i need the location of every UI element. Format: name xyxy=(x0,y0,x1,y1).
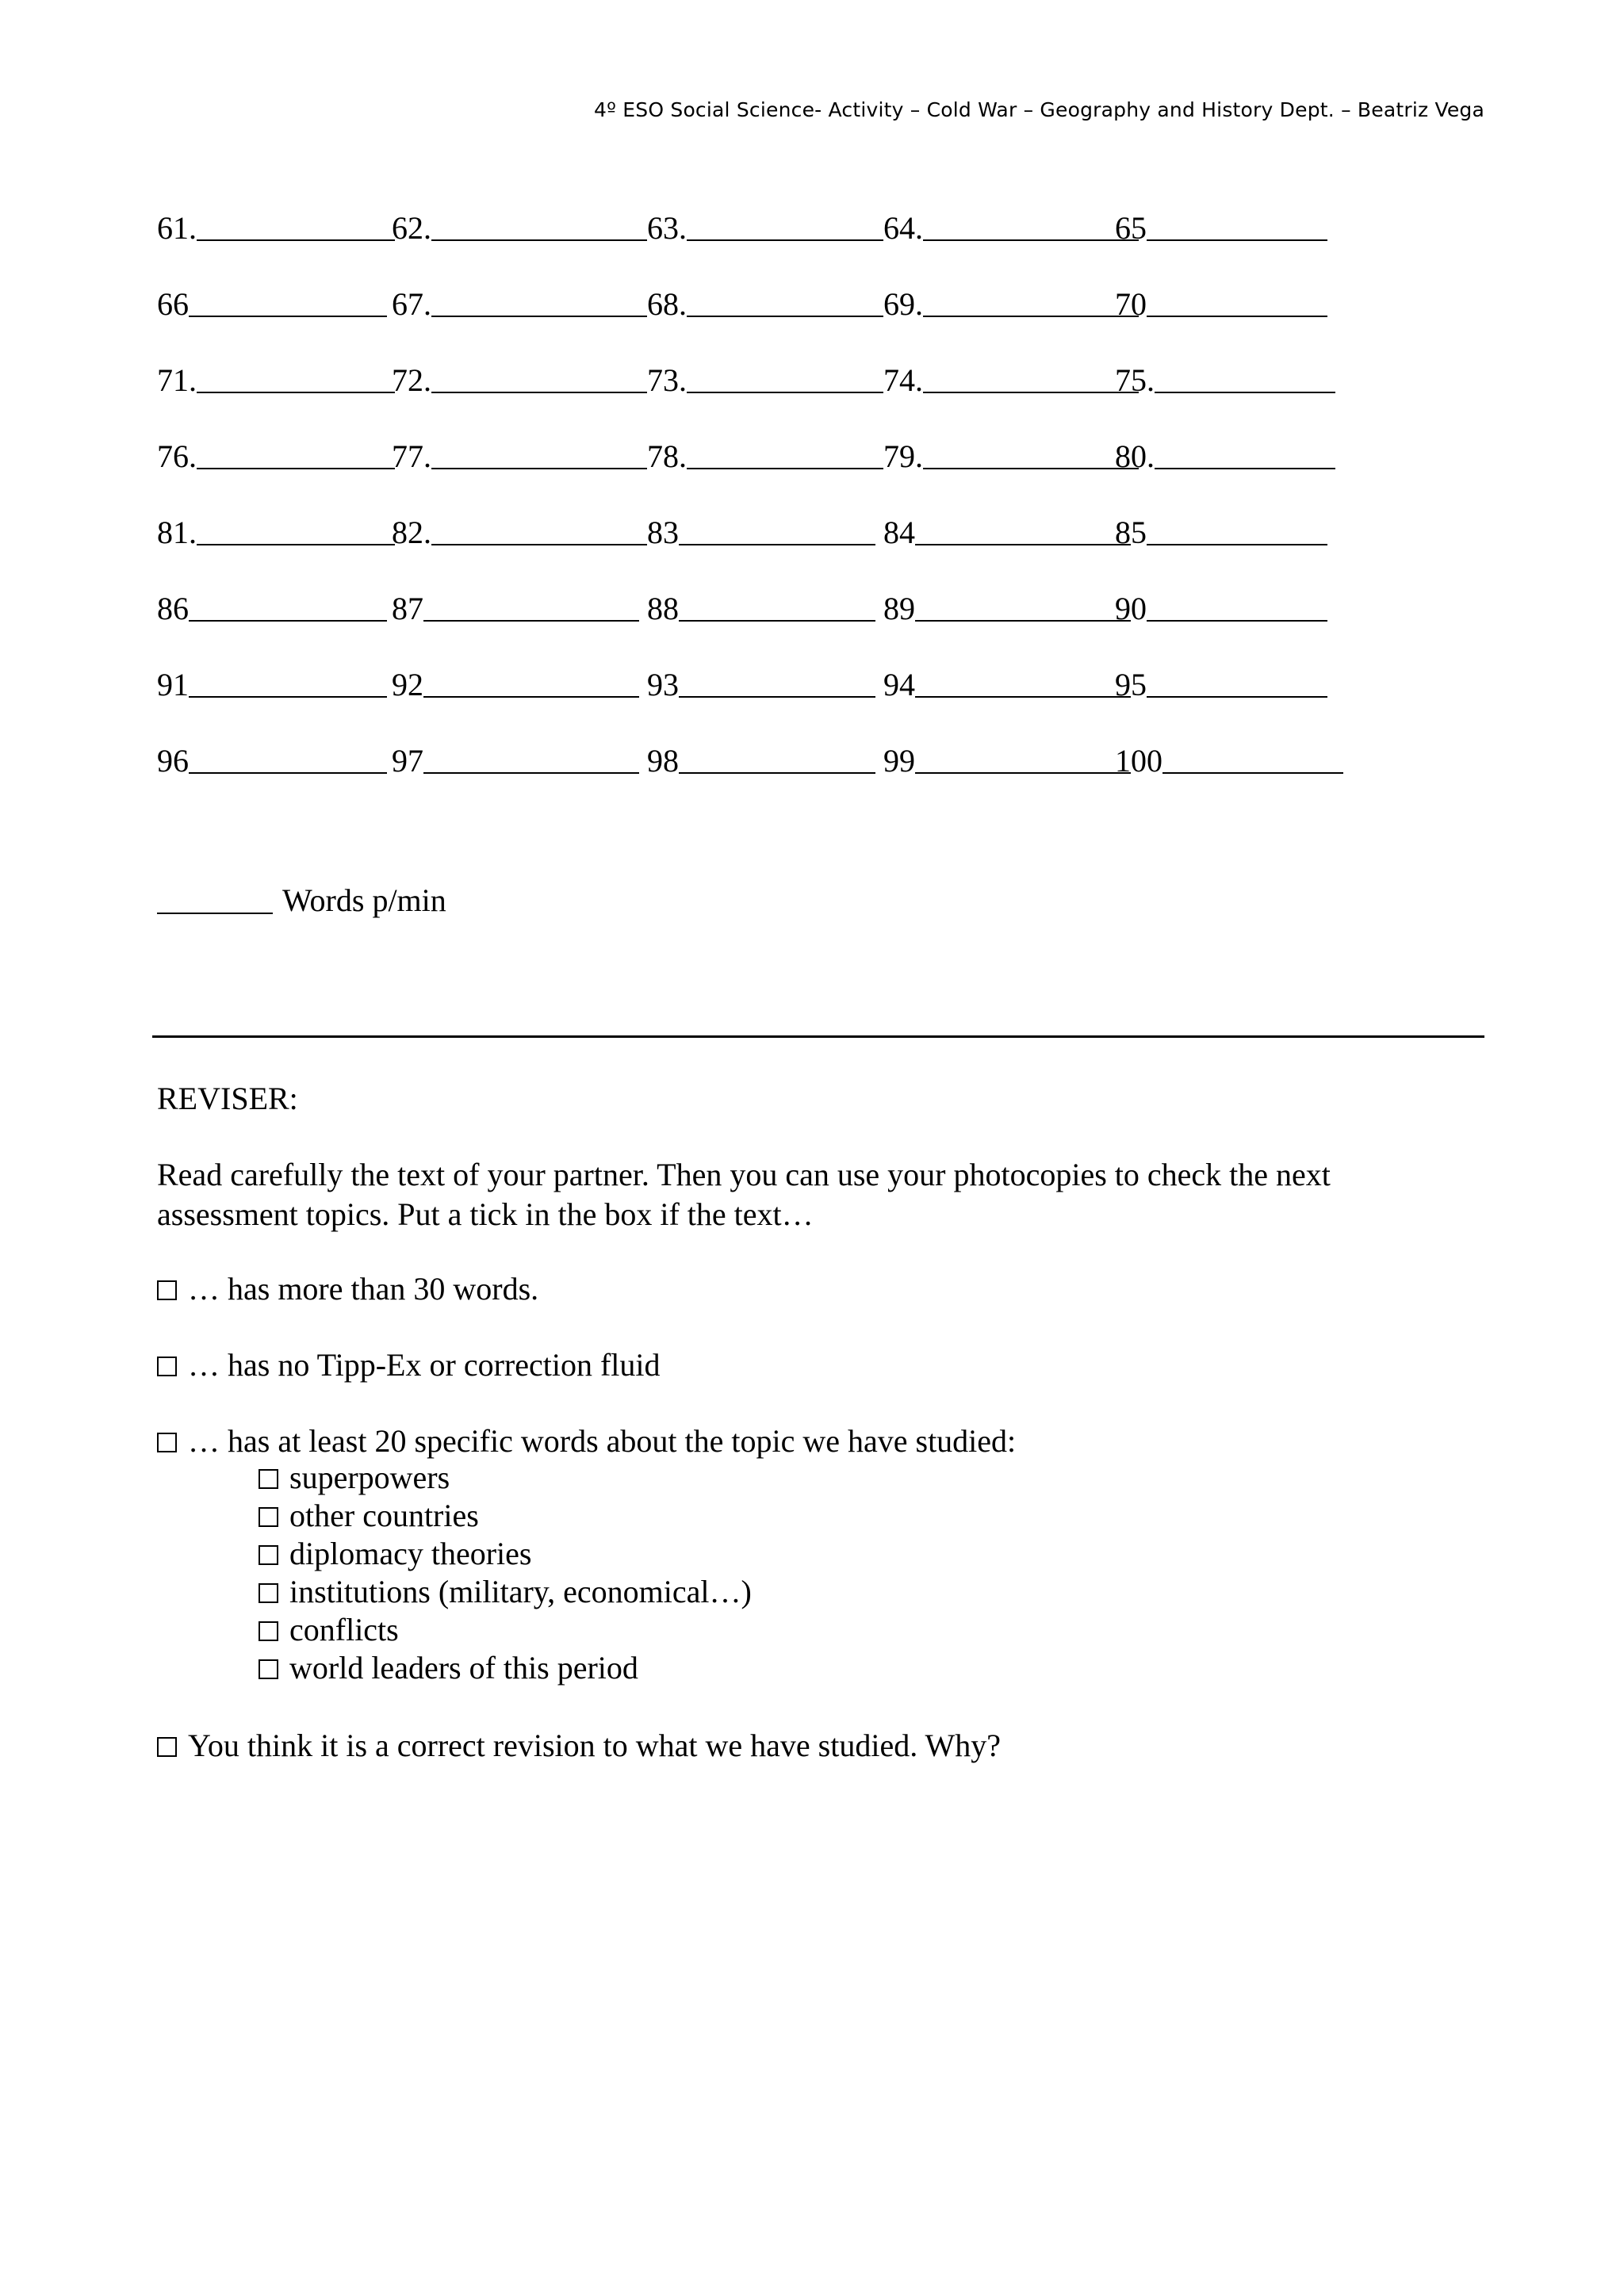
checkbox[interactable] xyxy=(259,1507,278,1527)
check-item-label: … has at least 20 specific words about the topic we have studied: xyxy=(188,1423,1017,1459)
words-per-minute-label: Words p/min xyxy=(282,882,446,918)
answer-number: 73. xyxy=(647,362,687,398)
checkbox[interactable] xyxy=(157,1357,177,1376)
answer-cell xyxy=(883,655,1131,702)
answer-cell xyxy=(647,274,883,322)
reviser-title: REVISER: xyxy=(157,1081,298,1116)
answer-number: 61. xyxy=(157,210,197,246)
answer-cell xyxy=(392,427,647,474)
answer-number: 75. xyxy=(1115,362,1155,398)
answer-cell xyxy=(883,503,1131,550)
answer-blank[interactable] xyxy=(923,468,1139,469)
checkbox[interactable] xyxy=(157,1737,177,1757)
subcheck-label: conflicts xyxy=(289,1612,399,1647)
answer-blank[interactable] xyxy=(431,316,647,317)
answer-blank[interactable] xyxy=(915,696,1131,698)
answer-number: 99 xyxy=(883,743,915,779)
answer-cell xyxy=(883,198,1139,246)
answer-cell xyxy=(647,350,883,398)
subcheck-label: world leaders of this period xyxy=(289,1650,638,1686)
answer-blank[interactable] xyxy=(679,772,875,774)
answer-blank[interactable] xyxy=(423,772,639,774)
answer-cell xyxy=(157,731,387,779)
answer-number: 81. xyxy=(157,515,197,550)
answer-number: 63. xyxy=(647,210,687,246)
check-item xyxy=(157,1269,538,1310)
answer-number: 90 xyxy=(1115,591,1147,626)
answer-number: 94 xyxy=(883,667,915,702)
answer-blank[interactable] xyxy=(197,468,395,469)
answer-number: 64. xyxy=(883,210,923,246)
subcheck-item xyxy=(259,1459,450,1497)
answer-number: 71. xyxy=(157,362,197,398)
checkbox[interactable] xyxy=(259,1583,278,1603)
answer-number: 97 xyxy=(392,743,423,779)
answer-cell xyxy=(883,350,1139,398)
answer-blank[interactable] xyxy=(679,620,875,622)
answer-cell xyxy=(647,655,875,702)
answer-cell xyxy=(392,350,647,398)
subcheck-item xyxy=(259,1497,479,1535)
answer-row xyxy=(157,350,1394,427)
answer-cell xyxy=(647,427,883,474)
answer-blank[interactable] xyxy=(431,468,647,469)
answer-cell xyxy=(157,503,395,550)
answer-cell xyxy=(1115,274,1327,322)
answer-number: 69. xyxy=(883,286,923,322)
answer-number: 78. xyxy=(647,438,687,474)
answer-row xyxy=(157,655,1394,731)
answer-row xyxy=(157,731,1394,807)
answer-number: 98 xyxy=(647,743,679,779)
answer-number: 80. xyxy=(1115,438,1155,474)
subcheck-item xyxy=(259,1573,752,1611)
answer-blank[interactable] xyxy=(1147,239,1327,241)
answer-row xyxy=(157,503,1394,579)
answer-cell xyxy=(157,579,387,626)
answer-number: 91 xyxy=(157,667,189,702)
answer-cell xyxy=(392,579,639,626)
answer-number: 88 xyxy=(647,591,679,626)
answer-cell xyxy=(392,503,647,550)
answer-number: 79. xyxy=(883,438,923,474)
answer-blank[interactable] xyxy=(189,620,387,622)
answer-number: 93 xyxy=(647,667,679,702)
answer-number: 100 xyxy=(1115,743,1162,779)
answer-blank[interactable] xyxy=(431,392,647,393)
answer-cell xyxy=(392,655,639,702)
answer-row xyxy=(157,579,1394,655)
check-item xyxy=(157,1345,661,1386)
answer-blank[interactable] xyxy=(197,239,395,241)
answer-blank[interactable] xyxy=(189,316,387,317)
final-check-item xyxy=(157,1725,1001,1766)
answer-cell xyxy=(157,655,387,702)
answer-number: 67. xyxy=(392,286,431,322)
page-header: 4º ESO Social Science- Activity – Cold War – Geography and History Dept. – Beatriz Vega xyxy=(594,98,1484,121)
answer-blank[interactable] xyxy=(1162,772,1343,774)
answer-blank[interactable] xyxy=(679,696,875,698)
answer-blank[interactable] xyxy=(687,316,883,317)
subcheck-label: diplomacy theories xyxy=(289,1536,532,1571)
answer-cell xyxy=(392,731,639,779)
answer-blank[interactable] xyxy=(423,696,639,698)
subcheck-item xyxy=(259,1611,399,1649)
answer-blank[interactable] xyxy=(431,544,647,545)
answer-blank[interactable] xyxy=(197,392,395,393)
checkbox[interactable] xyxy=(157,1433,177,1452)
answer-cell xyxy=(883,427,1139,474)
answer-blank[interactable] xyxy=(1155,392,1335,393)
answer-cell xyxy=(1115,427,1335,474)
answer-blank[interactable] xyxy=(915,620,1131,622)
answer-row xyxy=(157,198,1394,274)
answer-number: 92 xyxy=(392,667,423,702)
answer-blank[interactable] xyxy=(1155,468,1335,469)
answer-cell xyxy=(157,274,387,322)
subcheck-item xyxy=(259,1535,531,1573)
answer-number: 76. xyxy=(157,438,197,474)
words-per-minute-blank[interactable] xyxy=(157,913,273,914)
answer-blank[interactable] xyxy=(923,392,1139,393)
answer-cell xyxy=(392,274,647,322)
answer-number: 84 xyxy=(883,515,915,550)
answer-number: 82. xyxy=(392,515,431,550)
answer-cell xyxy=(647,579,875,626)
answer-cell xyxy=(157,198,395,246)
subcheck-item xyxy=(259,1649,638,1687)
answer-blank[interactable] xyxy=(923,239,1139,241)
check-item xyxy=(157,1421,1016,1462)
answer-blank[interactable] xyxy=(197,544,395,545)
answer-number: 87 xyxy=(392,591,423,626)
answer-number: 95 xyxy=(1115,667,1147,702)
answer-number: 85 xyxy=(1115,515,1147,550)
answer-blank[interactable] xyxy=(431,239,647,241)
check-item-label: … has no Tipp-Ex or correction fluid xyxy=(188,1347,661,1383)
answer-cell xyxy=(1115,655,1327,702)
answer-blank[interactable] xyxy=(687,468,883,469)
answer-cell xyxy=(647,503,875,550)
checkbox[interactable] xyxy=(259,1469,278,1489)
answer-cell xyxy=(1115,503,1327,550)
answer-cell xyxy=(157,350,395,398)
answer-cell xyxy=(647,198,883,246)
answer-blank[interactable] xyxy=(1147,544,1327,545)
answer-cell xyxy=(883,731,1131,779)
answer-cell xyxy=(1115,731,1343,779)
answer-cell xyxy=(157,427,395,474)
answer-cell xyxy=(1115,579,1327,626)
answer-number: 96 xyxy=(157,743,189,779)
answer-number: 62. xyxy=(392,210,431,246)
answer-cell xyxy=(392,198,647,246)
answer-blank[interactable] xyxy=(915,772,1131,774)
reviser-instructions-line-2: assessment topics. Put a tick in the box if the text… xyxy=(157,1196,814,1232)
answer-number: 86 xyxy=(157,591,189,626)
answer-cell xyxy=(1115,198,1327,246)
answer-number: 77. xyxy=(392,438,431,474)
checkbox[interactable] xyxy=(259,1659,278,1679)
subcheck-label: other countries xyxy=(289,1498,479,1533)
answer-blank[interactable] xyxy=(1147,696,1327,698)
checkbox[interactable] xyxy=(259,1545,278,1565)
answer-number: 89 xyxy=(883,591,915,626)
answer-number: 68. xyxy=(647,286,687,322)
answer-cell xyxy=(883,579,1131,626)
subcheck-label: institutions (military, economical…) xyxy=(289,1574,752,1609)
answer-blank[interactable] xyxy=(679,544,875,545)
words-per-minute-field xyxy=(157,882,446,919)
answer-cell xyxy=(647,731,875,779)
answer-blank[interactable] xyxy=(923,316,1139,317)
subcheck-label: superpowers xyxy=(289,1460,450,1495)
answer-blank[interactable] xyxy=(687,239,883,241)
answer-number: 70 xyxy=(1115,286,1147,322)
section-divider xyxy=(152,1035,1484,1038)
answer-blank[interactable] xyxy=(1147,620,1327,622)
answer-row xyxy=(157,427,1394,503)
answer-number: 72. xyxy=(392,362,431,398)
answer-cell xyxy=(1115,350,1335,398)
answer-blank[interactable] xyxy=(189,772,387,774)
check-item-label: … has more than 30 words. xyxy=(188,1271,539,1307)
answer-blank[interactable] xyxy=(687,392,883,393)
answer-cell xyxy=(883,274,1139,322)
answer-number: 66 xyxy=(157,286,189,322)
answer-number: 83 xyxy=(647,515,679,550)
reviser-instructions-line-1: Read carefully the text of your partner. Then you can use your photocopies to check the next xyxy=(157,1157,1331,1192)
answer-number: 74. xyxy=(883,362,923,398)
answer-blank[interactable] xyxy=(423,620,639,622)
checkbox[interactable] xyxy=(157,1280,177,1300)
answer-grid xyxy=(157,198,1394,807)
answer-blank[interactable] xyxy=(915,544,1131,545)
checkbox[interactable] xyxy=(259,1621,278,1641)
final-check-label: You think it is a correct revision to what we have studied. Why? xyxy=(188,1728,1001,1763)
answer-blank[interactable] xyxy=(189,696,387,698)
answer-row xyxy=(157,274,1394,350)
answer-blank[interactable] xyxy=(1147,316,1327,317)
answer-number: 65 xyxy=(1115,210,1147,246)
